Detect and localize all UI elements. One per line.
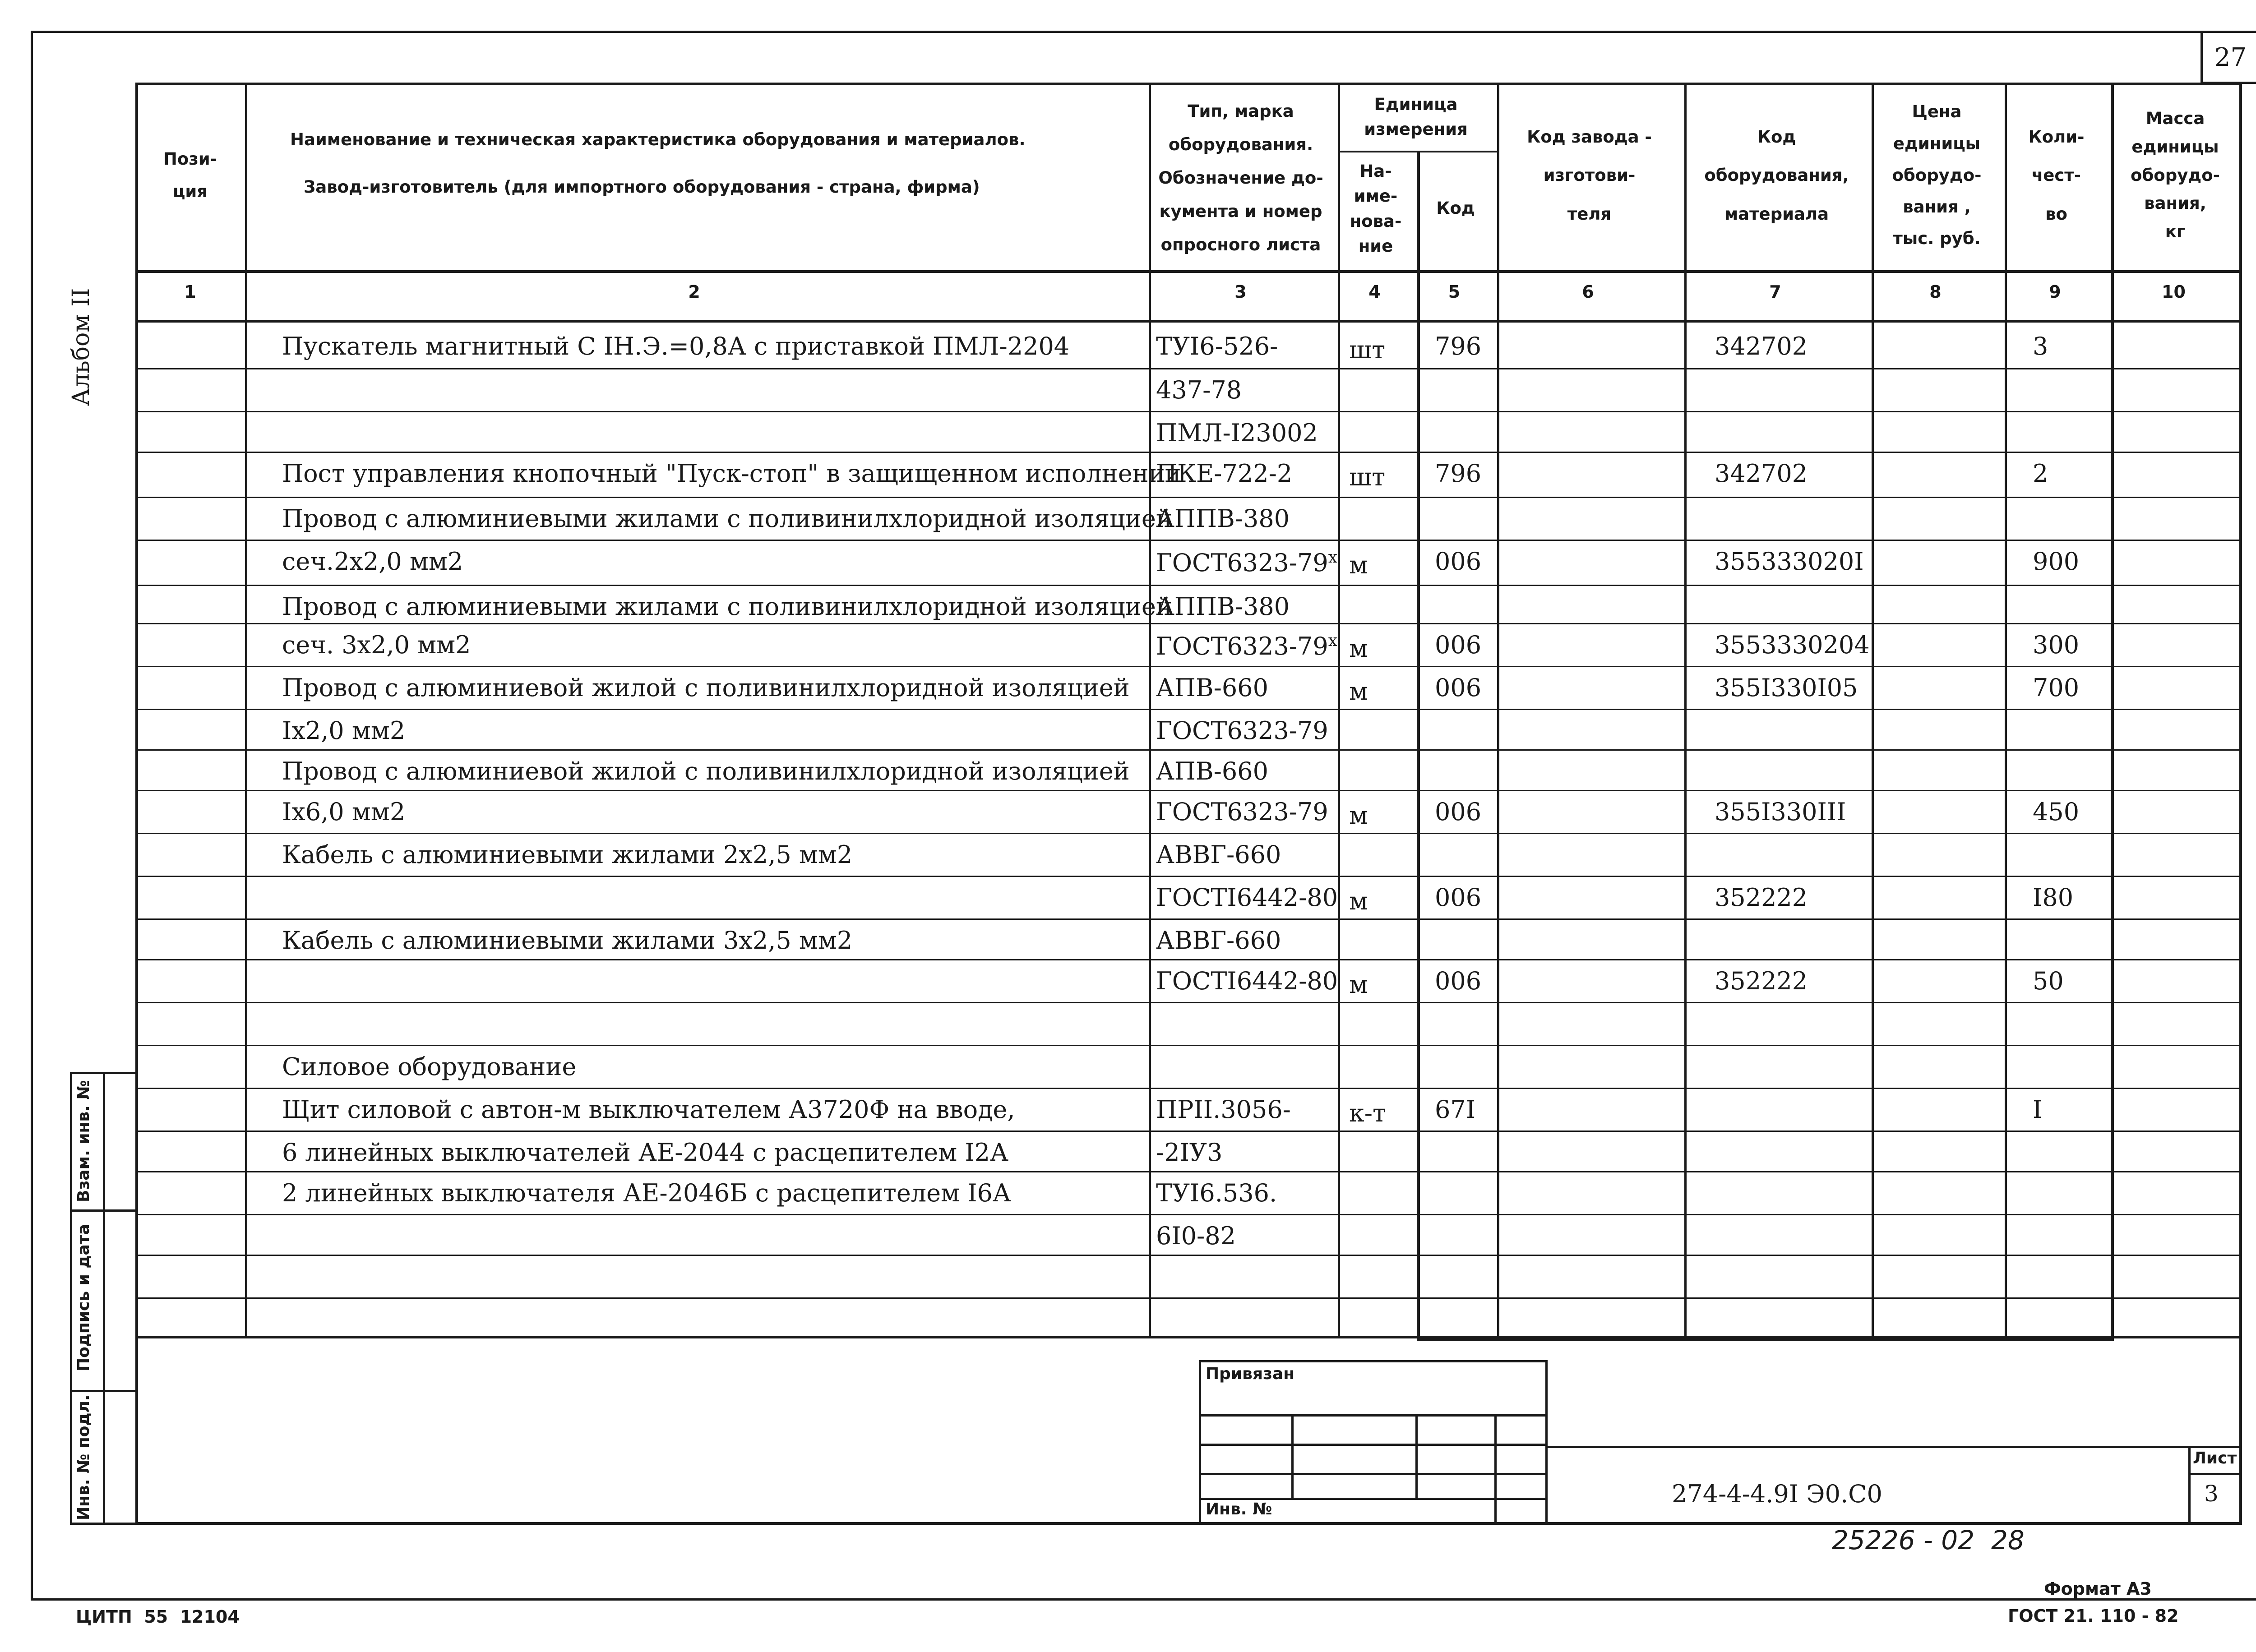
header-name-line1: Наименование и техническая характеристика оборудования и материалов.	[290, 129, 1026, 149]
column-number: 4	[1368, 282, 1381, 302]
lower-frame	[135, 1337, 2242, 1525]
item-type: ГОСТI6442-80	[1156, 967, 1338, 995]
quantity: I80	[2033, 883, 2074, 912]
unit-code: 006	[1435, 883, 1482, 912]
column-number: 10	[2162, 282, 2186, 302]
page-number: 27	[2201, 31, 2256, 84]
material-code: 355I330I05	[1715, 674, 1858, 702]
superscript: х	[1328, 632, 1338, 650]
item-name: 2 линейных выключателя АЕ-2046Б с расцепителем I6А	[282, 1179, 1011, 1207]
item-type: ГОСТ6323-79	[1156, 798, 1328, 826]
item-type: ПРII.3056-	[1156, 1095, 1291, 1124]
citp-label: ЦИТП 55 12104	[76, 1607, 240, 1627]
item-type: ПКЕ-722-2	[1156, 459, 1293, 488]
row-line	[138, 833, 2242, 834]
unit-code: 67I	[1435, 1095, 1476, 1124]
item-name: Провод с алюминиевой жилой с поливинилхлоридной изоляцией	[282, 757, 1130, 785]
unit-code: 006	[1435, 798, 1482, 826]
item-name: Провод с алюминиевыми жилами с поливинилхлоридной изоляцией	[282, 592, 1172, 621]
item-unit: м	[1349, 551, 1368, 579]
row-line	[138, 959, 2242, 960]
doc-line	[1548, 1446, 2242, 1448]
row-line	[138, 1171, 2242, 1172]
superscript: х	[1328, 548, 1338, 567]
sheet-label: Лист	[2193, 1449, 2237, 1467]
item-unit: м	[1349, 801, 1368, 830]
unit-code: 006	[1435, 547, 1482, 576]
item-type: 437-78	[1156, 376, 1242, 404]
item-unit: м	[1349, 677, 1368, 706]
item-name: сеч. 3х2,0 мм2	[282, 631, 471, 659]
item-name: Пускатель магнитный С IН.Э.=0,8А с приставкой ПМЛ-2204	[282, 332, 1070, 360]
item-name: Iх2,0 мм2	[282, 716, 406, 745]
item-type: АППВ-380	[1156, 592, 1290, 621]
item-unit: шт	[1349, 463, 1386, 491]
header-type: Тип, марка оборудования. Обозначение до- кумента и номер опросного листа	[1158, 102, 1323, 254]
material-code: 342702	[1715, 332, 1808, 360]
material-code: 355I330III	[1715, 798, 1846, 826]
item-type: ПМЛ-I23002	[1156, 419, 1318, 447]
column-number: 2	[688, 282, 700, 302]
row-line	[138, 1255, 2242, 1256]
document-code: 274-4-4.9I Э0.С0	[1672, 1480, 1882, 1508]
item-unit: к-т	[1349, 1099, 1386, 1127]
item-unit: м	[1349, 887, 1368, 915]
item-type: АППВ-380	[1156, 504, 1290, 533]
material-code: 3553330204	[1715, 631, 1870, 659]
row-line	[138, 368, 2242, 369]
header-position: Пози- ция	[163, 149, 217, 201]
item-name: сеч.2х2,0 мм2	[282, 547, 463, 576]
header-mass: Масса единицы оборудо- вания, кг	[2131, 108, 2220, 242]
handwritten-number: 25226 - 02 28	[1832, 1525, 2025, 1555]
row-line	[138, 790, 2242, 791]
material-code: 342702	[1715, 459, 1808, 488]
format-label: Формат А3	[2044, 1579, 2152, 1599]
unit-code: 006	[1435, 967, 1482, 995]
sheet-box	[2188, 1446, 2191, 1525]
header-unit: Единица измерения	[1364, 94, 1468, 139]
item-unit: м	[1349, 634, 1368, 663]
stamp-podpis-data: Подпись и дата	[74, 1224, 93, 1371]
quantity: 900	[2033, 547, 2080, 576]
album-label: Альбом II	[68, 288, 95, 406]
column-number: 1	[184, 282, 196, 302]
header-name-line2: Завод-изготовитель (для импортного оборудования - страна, фирма)	[304, 177, 980, 197]
item-name: 6 линейных выключателей АЕ-2044 с расцепителем I2А	[282, 1138, 1009, 1167]
row-line	[138, 1045, 2242, 1046]
item-type: ТУI6.536.	[1156, 1179, 1277, 1207]
item-type: ГОСТ6323-79	[1156, 716, 1328, 745]
item-name: Кабель с алюминиевыми жилами 2х2,5 мм2	[282, 840, 853, 869]
item-type: АВВГ-660	[1156, 840, 1281, 869]
row-line	[138, 497, 2242, 498]
row-line	[138, 1214, 2242, 1215]
item-type: $ГОСТ6323-79^х$	[1156, 632, 1338, 660]
item-name: Силовое оборудование	[282, 1052, 577, 1081]
row-line	[138, 749, 2242, 751]
sheet-box-divider	[2188, 1473, 2242, 1475]
stamp-inv-podl: Инв. № подл.	[74, 1394, 93, 1520]
column-number: 5	[1448, 282, 1461, 302]
item-unit: м	[1349, 970, 1368, 999]
item-type: АПВ-660	[1156, 757, 1268, 785]
row-line	[138, 1088, 2242, 1089]
item-name: Iх6,0 мм2	[282, 798, 406, 826]
unit-code: 006	[1435, 631, 1482, 659]
item-type: 6I0-82	[1156, 1222, 1236, 1250]
unit-code: 796	[1435, 459, 1482, 488]
row-line	[138, 411, 2242, 412]
row-line	[138, 1297, 2242, 1299]
item-type: -2IУ3	[1156, 1138, 1223, 1167]
privyazan-label: Привязан	[1206, 1365, 1295, 1383]
header-material-code: Код оборудования, материала	[1704, 127, 1849, 224]
item-name: Пост управления кнопочный "Пуск-стоп" в защищенном исполнении	[282, 459, 1181, 488]
quantity: 50	[2033, 967, 2064, 995]
sheet-number: 3	[2204, 1481, 2219, 1507]
stamp-vzam-inv: Взам. инв. №	[74, 1080, 93, 1202]
inv-no-label: Инв. №	[1206, 1500, 1272, 1518]
item-name: Щит силовой с автон-м выключателем А3720Ф на вводе,	[282, 1095, 1015, 1124]
header-unit-name: На- име- нова- ние	[1350, 161, 1402, 256]
quantity: I	[2033, 1095, 2043, 1124]
item-type: ГОСТI6442-80	[1156, 883, 1338, 912]
row-line	[138, 585, 2242, 586]
item-name: Кабель с алюминиевыми жилами 3х2,5 мм2	[282, 926, 853, 955]
row-line	[138, 876, 2242, 877]
quantity: 3	[2033, 332, 2048, 360]
item-name: Провод с алюминиевыми жилами с поливинилхлоридной изоляцией	[282, 504, 1172, 533]
item-type: АВВГ-660	[1156, 926, 1281, 955]
column-number: 6	[1582, 282, 1594, 302]
unit-code: 006	[1435, 674, 1482, 702]
material-code: 355333020I	[1715, 547, 1864, 576]
quantity: 450	[2033, 798, 2080, 826]
header-factory-code: Код завода - изготови- теля	[1527, 127, 1652, 224]
item-name: Провод с алюминиевой жилой с поливинилхлоридной изоляцией	[282, 674, 1130, 702]
row-line	[138, 666, 2242, 667]
header-price: Цена единицы оборудо- вания , тыс. руб.	[1892, 102, 1982, 249]
quantity: 700	[2033, 674, 2080, 702]
item-unit: шт	[1349, 336, 1386, 364]
item-type: $ГОСТ6323-79^х$	[1156, 548, 1338, 577]
row-line	[138, 452, 2242, 453]
header-unit-code: Код	[1436, 198, 1475, 218]
material-code: 352222	[1715, 967, 1808, 995]
row-line	[138, 1002, 2242, 1003]
column-number: 8	[1929, 282, 1942, 302]
row-line	[138, 1131, 2242, 1132]
header-quantity: Коли- чест- во	[2028, 127, 2085, 224]
material-code: 352222	[1715, 883, 1808, 912]
column-number: 7	[1769, 282, 1781, 302]
column-number: 3	[1234, 282, 1247, 302]
item-type: ТУI6-526-	[1156, 332, 1278, 360]
gost-label: ГОСТ 21. 110 - 82	[2008, 1606, 2179, 1626]
row-line	[138, 918, 2242, 920]
row-line	[138, 540, 2242, 541]
item-type: АПВ-660	[1156, 674, 1268, 702]
unit-code: 796	[1435, 332, 1482, 360]
row-line	[138, 709, 2242, 710]
quantity: 300	[2033, 631, 2080, 659]
column-number: 9	[2049, 282, 2061, 302]
quantity: 2	[2033, 459, 2048, 488]
row-line	[138, 623, 2242, 624]
